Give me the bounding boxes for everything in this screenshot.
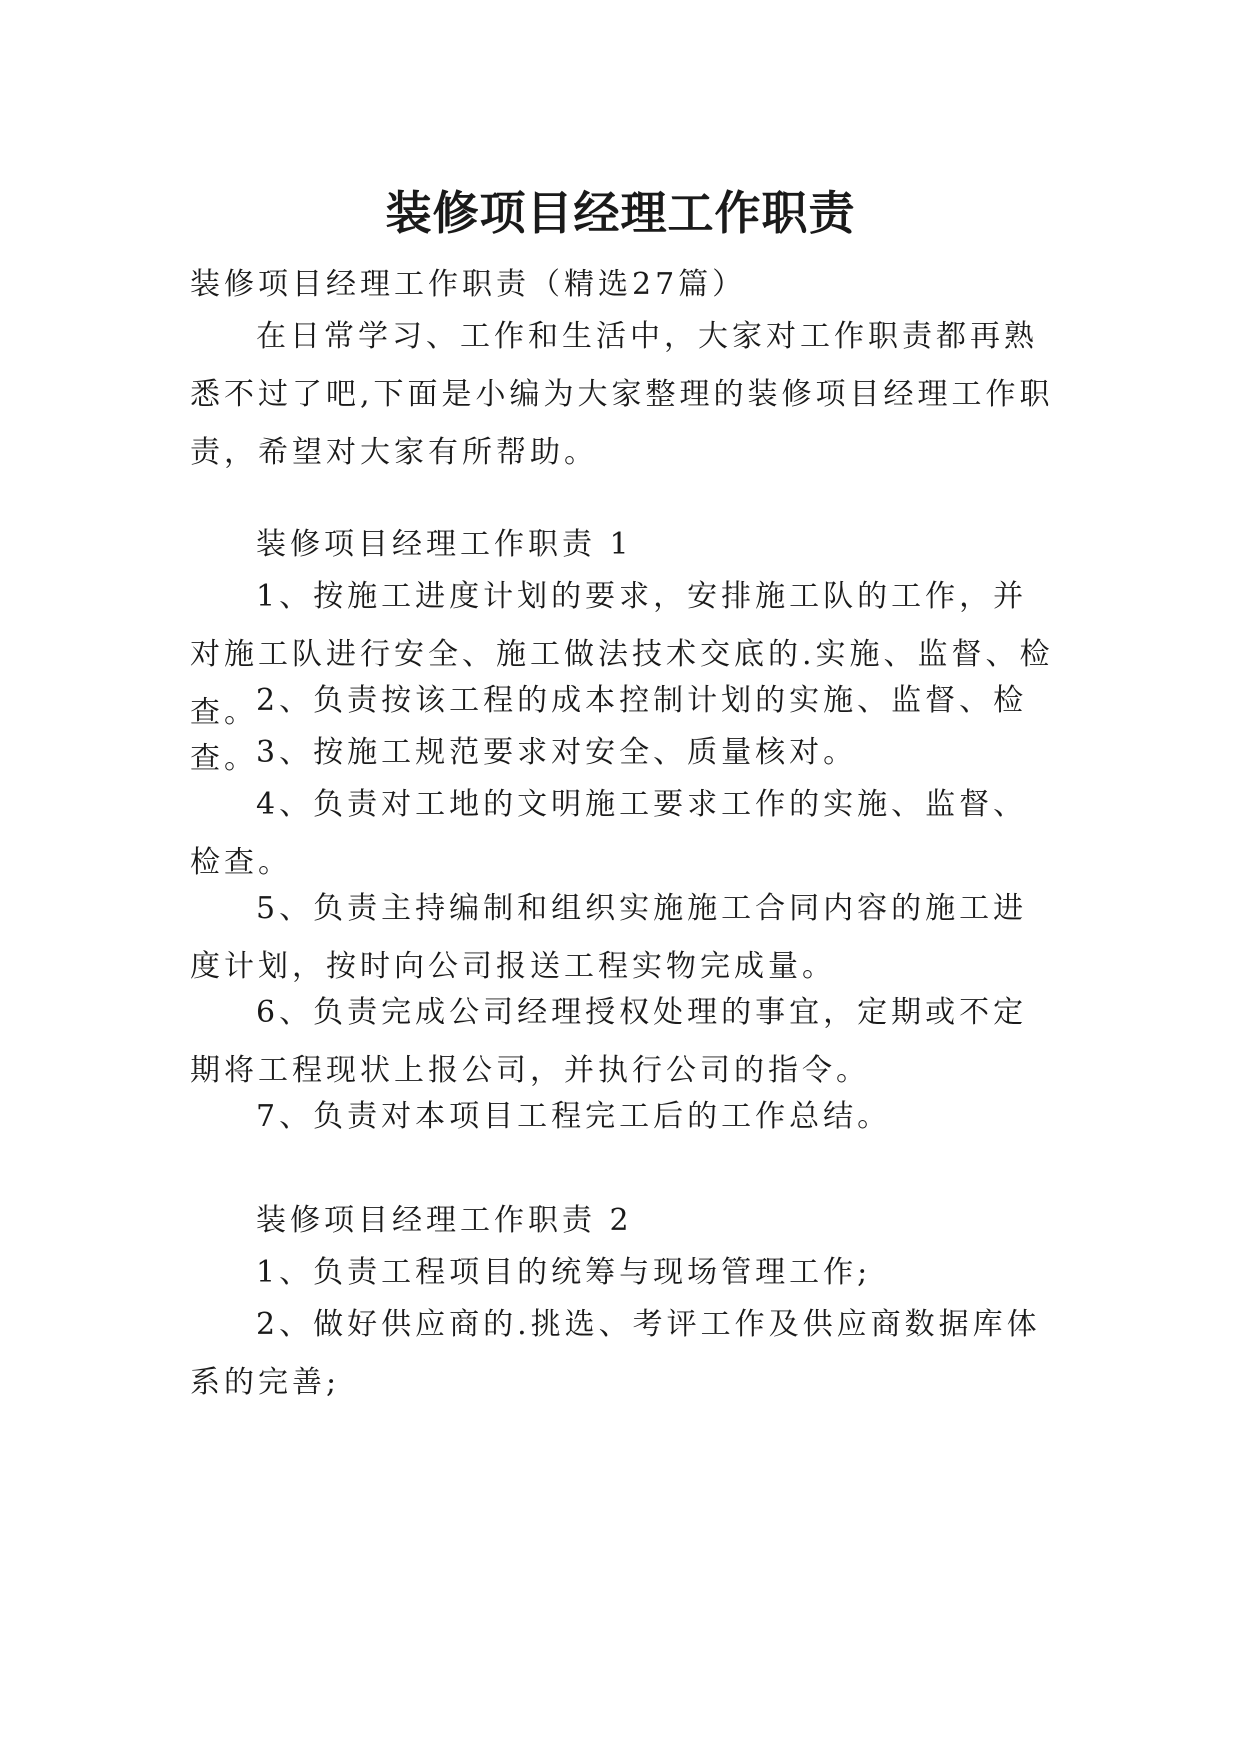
section-1-item-6: 6、负责完成公司经理授权处理的事宜，定期或不定期将工程现状上报公司，并执行公司的指令。	[190, 995, 1028, 1088]
section-1-item-1: 1、按施工进度计划的要求，安排施工队的工作，并对施工队进行安全、施工做法技术交底的.实施、监督、检查。	[190, 579, 1054, 730]
section-1-item-4: 4、负责对工地的文明施工要求工作的实施、监督、检查。	[190, 787, 1028, 880]
section-heading-1: 装修项目经理工作职责 1	[256, 527, 633, 562]
intro-paragraph: 在日常学习、工作和生活中，大家对工作职责都再熟悉不过了吧,下面是小编为大家整理的装修项目经理工作职责，希望对大家有所帮助。	[190, 319, 1054, 470]
section-2-item-1: 1、负责工程项目的统筹与现场管理工作;	[256, 1255, 872, 1290]
section-1-item-3: 3、按施工规范要求对安全、质量核对。	[256, 735, 858, 770]
document-subtitle: 装修项目经理工作职责（精选27篇）	[190, 267, 747, 302]
section-2-item-2: 2、做好供应商的.挑选、考评工作及供应商数据库体系的完善;	[190, 1307, 1041, 1400]
section-1-item-7: 7、负责对本项目工程完工后的工作总结。	[256, 1099, 892, 1134]
section-1-item-5: 5、负责主持编制和组织实施施工合同内容的施工进度计划，按时向公司报送工程实物完成量。	[190, 891, 1028, 984]
section-heading-2: 装修项目经理工作职责 2	[256, 1203, 633, 1238]
section-1-item-2: 2、负责按该工程的成本控制计划的实施、监督、检查。	[190, 683, 1028, 776]
document-title: 装修项目经理工作职责	[385, 185, 856, 240]
